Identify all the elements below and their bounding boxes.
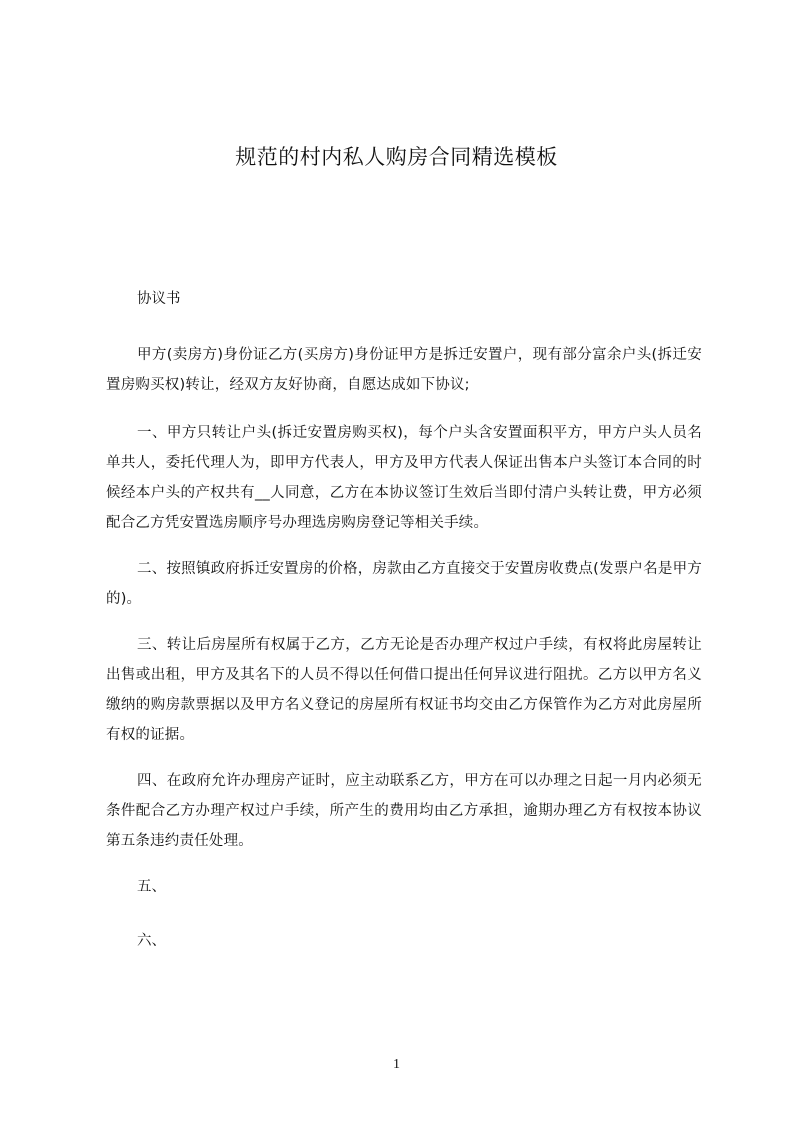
paragraph-clause-2: 二、按照镇政府拆迁安置房的价格，房款由乙方直接交于安置房收费点(发票户名是甲方的)。: [106, 561, 702, 607]
paragraph-parties: 甲方(卖房方)身份证乙方(买房方)身份证甲方是拆迁安置户，现有部分富余户头(拆迁安置房购买权)转让，经双方友好协商，自愿达成如下协议;: [106, 347, 702, 393]
paragraph-clause-3: 三、转让后房屋所有权属于乙方，乙方无论是否办理产权过户手续，有权将此房屋转让出售或出租，甲方及其名下的人员不得以任何借口提出任何异议进行阻扰。乙方以甲方名义缴纳的购房款票据以及甲方名义登记的房屋所有权证书均交由乙方保管作为乙方对此房屋所有权的证据。: [106, 637, 702, 743]
document-title: 规范的村内私人购房合同精选模板: [235, 145, 558, 169]
agreement-heading: 协议书: [137, 291, 181, 307]
page-number: 1: [393, 1057, 400, 1072]
paragraph-clause-4: 四、在政府允许办理房产证时，应主动联系乙方，甲方在可以办理之日起一月内必须无条件配合乙方办理产权过户手续，所产生的费用均由乙方承担，逾期办理乙方有权按本协议第五条违约责任处理。: [106, 773, 702, 849]
clause-6-label: 六、: [137, 933, 166, 949]
clause-5-label: 五、: [137, 879, 166, 895]
paragraph-clause-1: 一、甲方只转让户头(拆迁安置房购买权)，每个户头含安置面积平方，甲方户头人员名单共人，委托代理人为，即甲方代表人，甲方及甲方代表人保证出售本户头签订本合同的时候经本户头的产权共有__人同意，乙方在本协议签订生效后当即付清户头转让费，甲方必须配合乙方凭安置选房顺序号办理选房购房登记等相关手续。: [106, 425, 702, 531]
